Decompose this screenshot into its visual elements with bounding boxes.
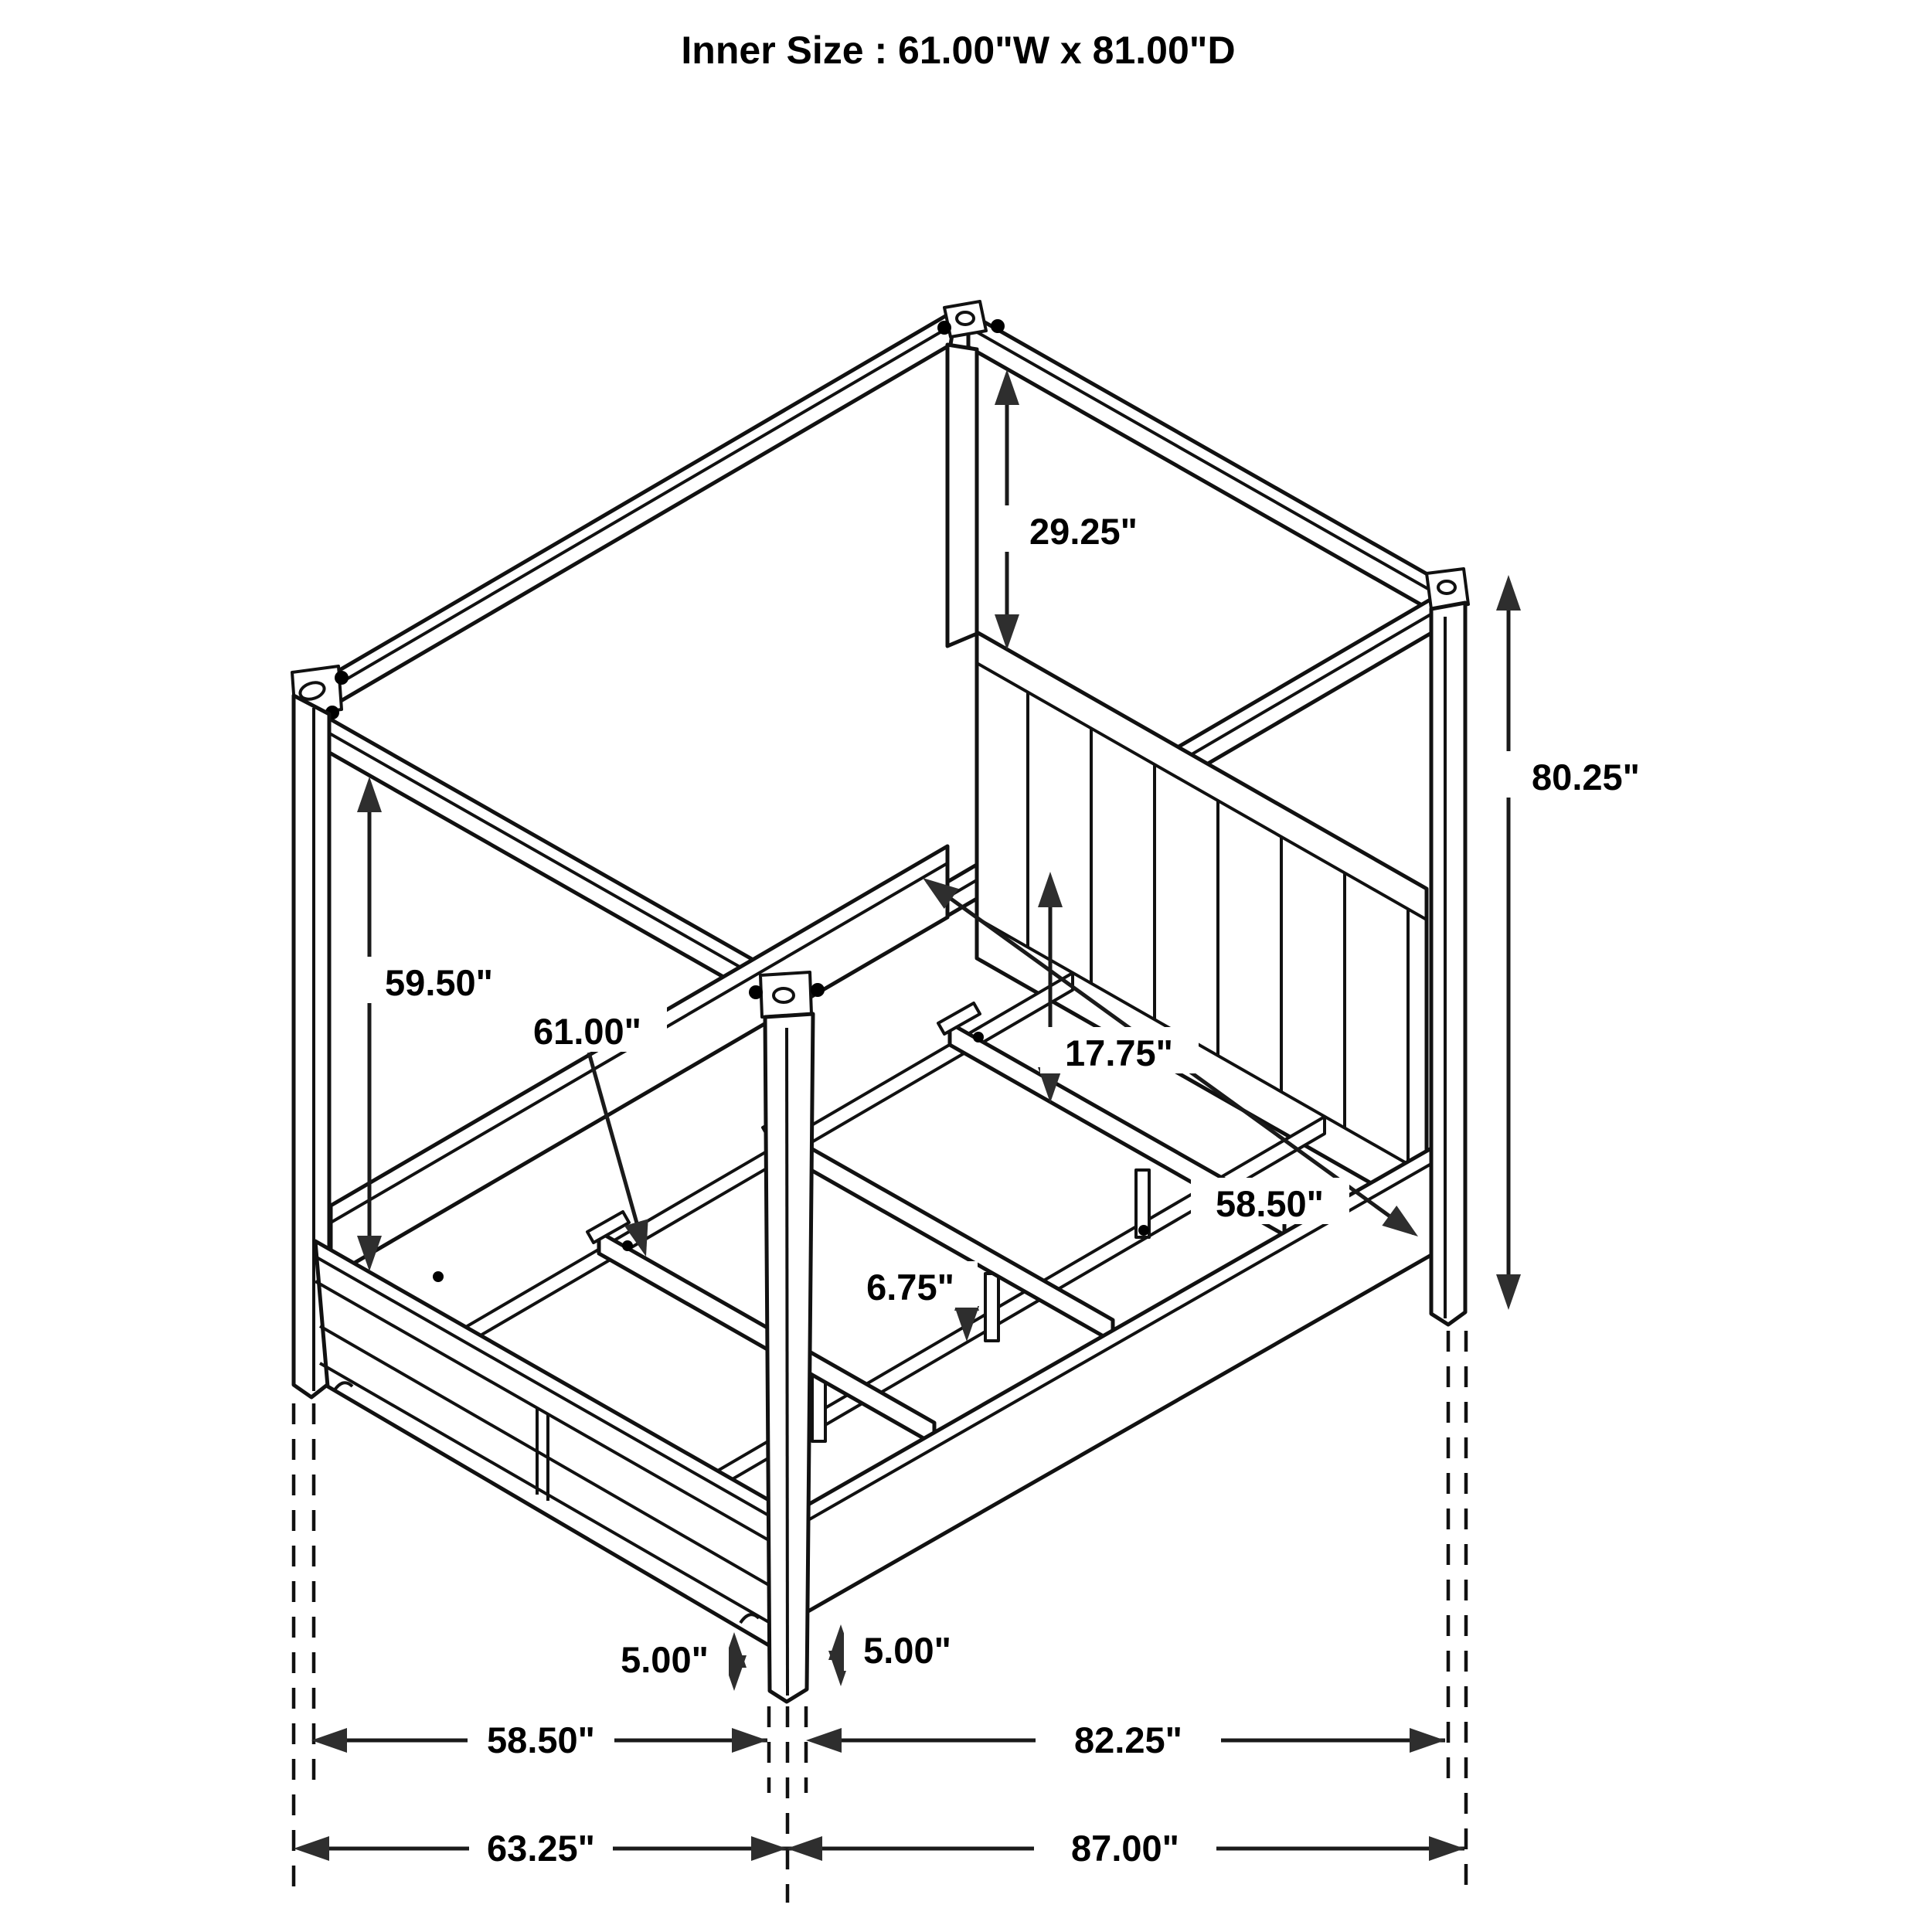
label-rail-to-slat: 17.75" <box>1065 1032 1173 1073</box>
back-post <box>947 345 977 646</box>
label-overall-width: 63.25" <box>487 1828 595 1869</box>
label-post-height: 80.25" <box>1532 757 1640 798</box>
title: Inner Size : 61.00"W x 81.00"D <box>681 29 1236 72</box>
label-canopy-to-headboard: 29.25" <box>1029 511 1138 552</box>
support-leg <box>812 1374 825 1441</box>
label-overall-length: 87.00" <box>1071 1828 1179 1869</box>
canopy-corner-back <box>937 301 1005 337</box>
label-slat-leg-height: 6.75" <box>866 1267 954 1308</box>
label-footboard-width: 58.50" <box>487 1719 595 1760</box>
canopy-beam-back-right <box>968 313 1444 617</box>
label-floor-clearance-left: 5.00" <box>621 1639 709 1680</box>
right-post <box>1431 603 1465 1325</box>
support-leg <box>985 1274 998 1341</box>
label-canopy-clearance: 59.50" <box>385 962 493 1003</box>
label-floor-clearance-right: 5.00" <box>863 1630 951 1671</box>
dim-post-height <box>1496 575 1521 1310</box>
label-inner-width: 61.00" <box>533 1011 641 1052</box>
slat-middle <box>774 1128 1113 1342</box>
label-side-length: 82.25" <box>1074 1719 1182 1760</box>
headboard <box>977 632 1427 1215</box>
label-inner-length: 58.50" <box>1216 1183 1324 1224</box>
canopy-beam-left-back <box>300 310 956 725</box>
